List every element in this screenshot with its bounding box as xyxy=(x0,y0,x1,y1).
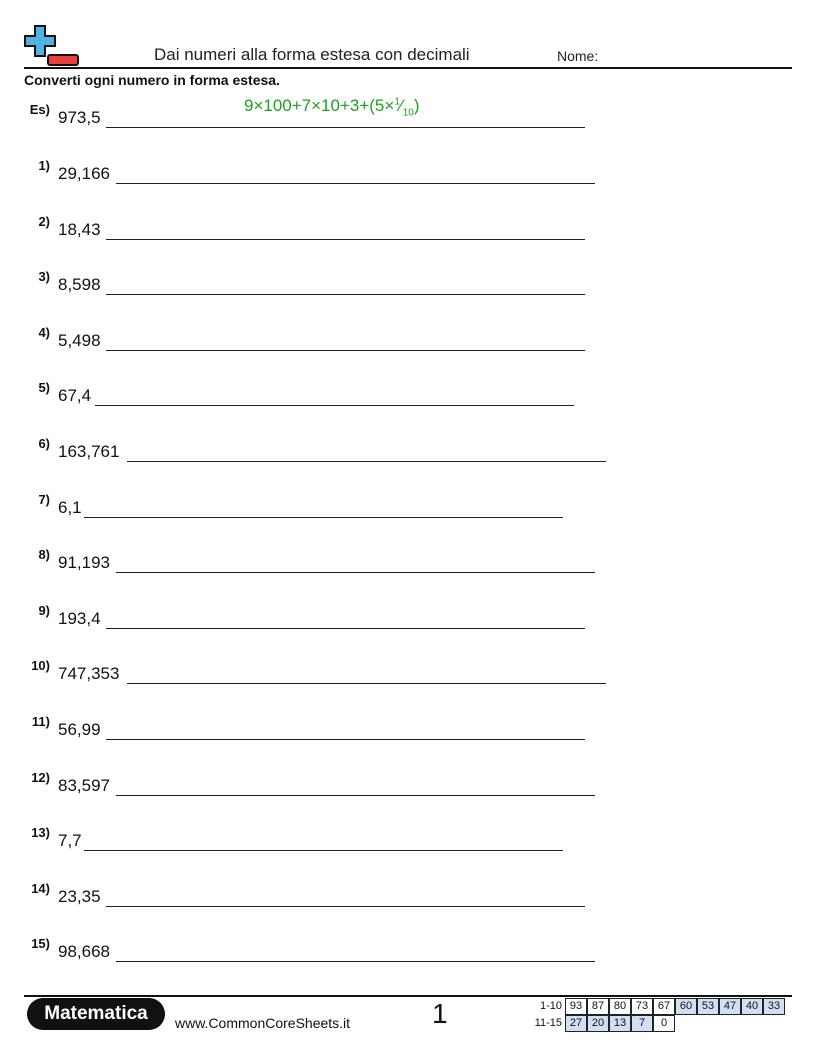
problem-number: 98,668 xyxy=(58,942,110,961)
score-key-cell: 40 xyxy=(741,998,763,1015)
footer-divider xyxy=(24,995,792,997)
problem-1 xyxy=(0,158,816,188)
problem-label: 4) xyxy=(38,325,50,340)
problem-number: 91,193 xyxy=(58,553,110,572)
problem-7 xyxy=(0,492,816,522)
name-label: Nome: xyxy=(557,48,599,64)
problem-3 xyxy=(0,269,816,299)
problem-number: 56,99 xyxy=(58,720,101,739)
problem-label: 14) xyxy=(31,881,50,896)
problem-11 xyxy=(0,714,816,744)
example-answer: $9\times 100+7\times 10+3+(5\times^1⁄_{10})$ xyxy=(244,96,420,119)
answer-line[interactable] xyxy=(116,572,595,573)
problem-number: 23,35 xyxy=(58,887,101,906)
problem-number: 5,498 xyxy=(58,331,101,350)
answer-line[interactable] xyxy=(127,683,606,684)
answer-line[interactable] xyxy=(84,517,563,518)
problem-number: 8,598 xyxy=(58,275,101,294)
answer-line[interactable] xyxy=(106,628,585,629)
score-key-cell: 87 xyxy=(587,998,609,1015)
answer-line[interactable] xyxy=(116,183,595,184)
problem-label: 8) xyxy=(38,547,50,562)
problem-number: 7,7 xyxy=(58,831,82,850)
problem-label: 7) xyxy=(38,492,50,507)
answer-line[interactable] xyxy=(106,739,585,740)
problem-number: 29,166 xyxy=(58,164,110,183)
problem-label: 10) xyxy=(31,658,50,673)
answer-line[interactable] xyxy=(106,350,585,351)
problem-number: 973,5 xyxy=(58,108,101,127)
problem-8 xyxy=(0,547,816,577)
answer-line[interactable] xyxy=(84,850,563,851)
problem-12 xyxy=(0,770,816,800)
score-key-cell: 80 xyxy=(609,998,631,1015)
problem-label: 12) xyxy=(31,770,50,785)
problem-label: 2) xyxy=(38,214,50,229)
problem-number: 67,4 xyxy=(58,386,92,405)
answer-line[interactable] xyxy=(116,795,595,796)
answer-line xyxy=(106,127,585,128)
problem-2 xyxy=(0,214,816,244)
score-key-cell: 93 xyxy=(565,998,587,1015)
problem-label: 3) xyxy=(38,269,50,284)
problem-label: 9) xyxy=(38,603,50,618)
page-number: 1 xyxy=(432,998,448,1029)
problem-13 xyxy=(0,825,816,855)
problem-number: 83,597 xyxy=(58,776,110,795)
score-key-cell: 67 xyxy=(653,998,675,1015)
answer-line[interactable] xyxy=(106,294,585,295)
problem-label: Es) xyxy=(29,102,50,117)
example-problem xyxy=(0,96,816,132)
answer-line[interactable] xyxy=(127,461,606,462)
score-key-cell: 27 xyxy=(565,1015,587,1032)
header-divider xyxy=(24,67,792,69)
answer-line[interactable] xyxy=(106,239,585,240)
score-key-label: 1-10 xyxy=(539,1000,562,1012)
problem-14 xyxy=(0,881,816,911)
answer-line[interactable] xyxy=(106,906,585,907)
problem-number: 6,1 xyxy=(58,498,82,517)
page-title: Dai numeri alla forma estesa con decimali xyxy=(154,45,470,64)
problem-number: 193,4 xyxy=(58,609,101,628)
problem-label: 13) xyxy=(31,825,50,840)
score-key-cell: 20 xyxy=(587,1015,609,1032)
brand-badge: Matematica xyxy=(27,998,165,1030)
score-key-cell: 53 xyxy=(697,998,719,1015)
score-key-cell: 7 xyxy=(631,1015,653,1032)
problem-10 xyxy=(0,658,816,688)
problem-label: 5) xyxy=(38,380,50,395)
score-key-cell: 47 xyxy=(719,998,741,1015)
score-key-label: 11-15 xyxy=(534,1017,562,1029)
score-key-cell: 0 xyxy=(653,1015,675,1032)
instructions: Converti ogni numero in forma estesa. xyxy=(24,72,280,88)
problem-5 xyxy=(0,380,816,410)
score-key-cell: 60 xyxy=(675,998,697,1015)
problem-label: 6) xyxy=(38,436,50,451)
problem-6 xyxy=(0,436,816,466)
problem-4 xyxy=(0,325,816,355)
problem-label: 11) xyxy=(31,714,50,729)
answer-line[interactable] xyxy=(116,961,595,962)
problem-9 xyxy=(0,603,816,633)
problem-15 xyxy=(0,936,816,966)
site-url: www.CommonCoreSheets.it xyxy=(175,1015,351,1031)
score-key-cell: 33 xyxy=(763,998,785,1015)
problem-label: 15) xyxy=(31,936,50,951)
problem-number: 163,761 xyxy=(58,442,120,461)
score-key-cell: 73 xyxy=(631,998,653,1015)
problem-number: 747,353 xyxy=(58,664,120,683)
plus-minus-logo-icon xyxy=(24,25,80,67)
problem-number: 18,43 xyxy=(58,220,101,239)
score-key-cell: 13 xyxy=(609,1015,631,1032)
problem-label: 1) xyxy=(38,158,50,173)
answer-line[interactable] xyxy=(95,405,574,406)
